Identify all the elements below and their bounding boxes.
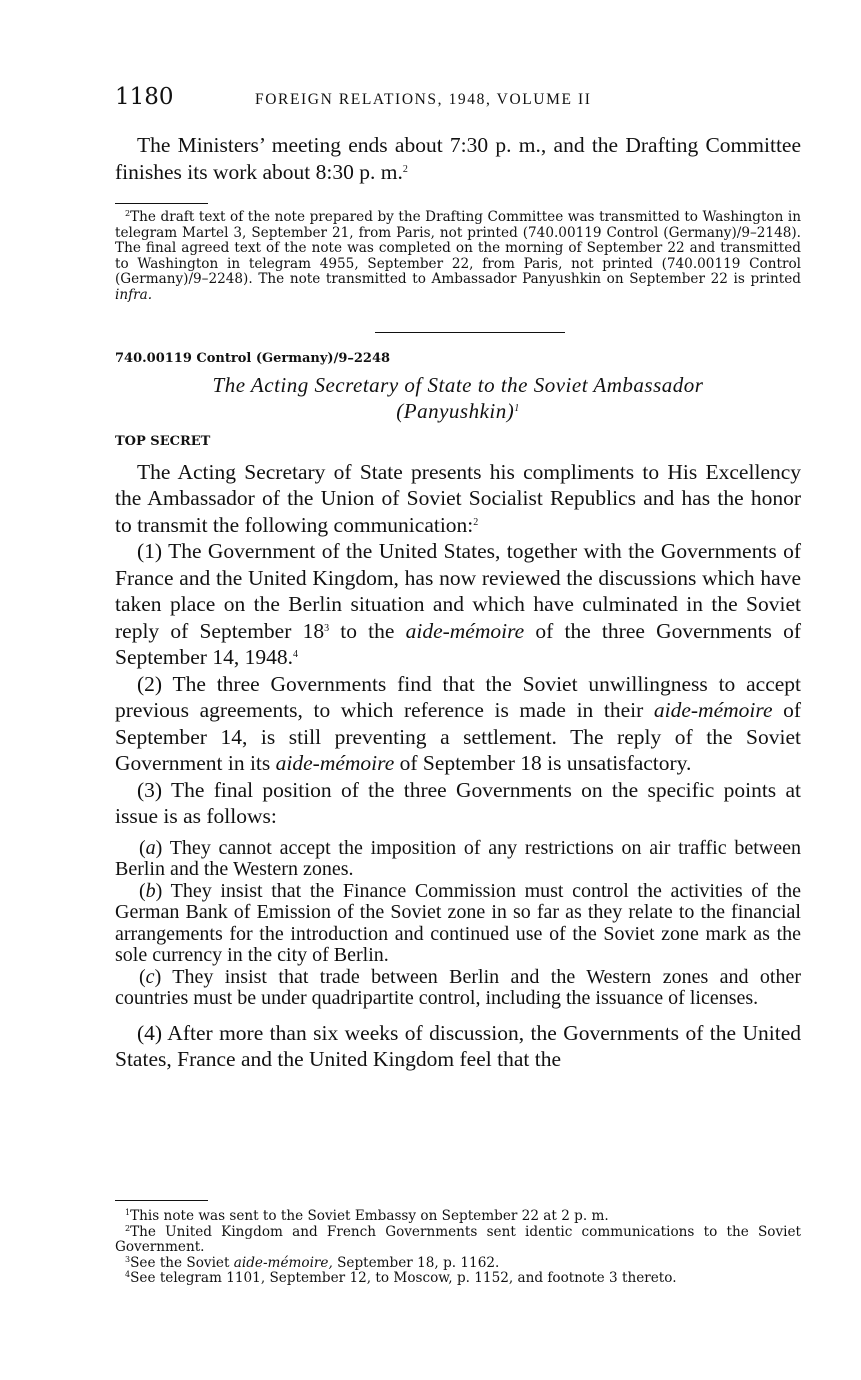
para2-text-b: of September 14, is still preventing a settlement. The reply of the Soviet Government in its [115, 698, 801, 776]
footnote-ref: 1 [514, 402, 520, 414]
point-text: They cannot accept the imposition of any restrictions on air traffic between Berlin and the Western zones. [115, 836, 801, 881]
carryover-paragraph [115, 132, 801, 185]
points-list [115, 838, 801, 1010]
running-head [115, 84, 801, 116]
footnote-3 [115, 1256, 801, 1272]
point-label: b [145, 879, 156, 902]
para1-italic: aide-mémoire [405, 618, 525, 643]
footnote-rule [115, 203, 208, 204]
point-label: c [145, 965, 155, 988]
point-label: a [145, 836, 156, 859]
footnote-mark: 2 [125, 1223, 131, 1233]
intro-text: The Acting Secretary of State presents his compliments to His Excellency the Ambassador of the Union of Soviet Socialist Republics and has the honor to transmit the following communication: [115, 459, 801, 537]
para2-italic-b: aide-mémoire [275, 751, 395, 776]
footnote-ref: 3 [324, 622, 330, 634]
para1-text-c: of the three Governments of September 14, 1948. [115, 618, 802, 670]
page-content [115, 84, 801, 1073]
list-item: (a) They cannot accept the imposition of any restrictions on air traffic between Berlin and the Western zones. [115, 836, 801, 881]
footnote-italic: infra. [115, 286, 153, 303]
document-title-line1: The Acting Secretary of State to the Soviet Ambassador [212, 372, 704, 397]
bottom-footnotes [115, 1200, 801, 1287]
page-number: 1180 [115, 84, 174, 110]
footnote-mark: 3 [125, 1254, 131, 1264]
footnote-text: This note was sent to the Soviet Embassy on September 22 at 2 p. m. [130, 1208, 609, 1224]
footnote-mark: 1 [125, 1208, 131, 1217]
point-text: They insist that the Finance Commission must control the activities of the German Bank of Emission of the Soviet zone in so far as they relate to the financial arrangements for the introduction and continued use of the Soviet zone mark as the sole currency in the city of Berlin. [115, 879, 801, 967]
classification-label: TOP SECRET [115, 433, 211, 449]
paragraph-2 [115, 671, 801, 777]
document-title-line2-wrap [115, 398, 801, 424]
footnote-ref: 2 [473, 516, 479, 528]
para2-italic-a: aide-mémoire [653, 698, 773, 723]
para1-text-a: (1) The Government of the United States, together with the Governments of France and the United Kingdom, has now reviewed the discussions which have taken place on the Berlin situation and which have culminated in the Soviet reply of September 18 [115, 539, 801, 643]
paragraph-3: (3) The final position of the three Governments on the specific points at issue is as follows: [115, 777, 801, 829]
footnote-italic: aide-mémoire, [233, 1254, 333, 1271]
footnote-ref: 2 [402, 163, 408, 175]
footnote-mark: 2 [125, 209, 131, 218]
file-reference: 740.00119 Control (Germany)/9–2248 [115, 350, 391, 366]
footnote-ref: 4 [292, 649, 298, 661]
document-title [115, 372, 801, 424]
footnote-text: The draft text of the note prepared by the Drafting Committee was transmitted to Washington in telegram Martel 3, September 21, from Paris, not printed (740.00119 Control (Germany)/9–2148). The final agreed text of the note was completed on the morning of September 22 and transmitted to Washington in telegram 4955, September 22, from Paris, not printed (740.00119 Control (Germany)/9–2248). The note transmitted to Ambassador Panyushkin on September 22 is printed [115, 209, 801, 288]
footnote-text: See telegram 1101, September 12, to Moscow, p. 1152, and footnote 3 thereto. [130, 1270, 677, 1287]
footnote-text: The United Kingdom and French Governments sent identic communications to the Soviet Government. [115, 1223, 801, 1256]
footnote-4 [115, 1271, 801, 1287]
top-footnote [115, 210, 801, 304]
paragraph-4: (4) After more than six weeks of discussion, the Governments of the United States, France and the United Kingdom feel that the [115, 1020, 801, 1072]
list-item: (b) They insist that the Finance Commission must control the activities of the German Bank of Emission of the Soviet zone in so far as they relate to the financial arrangements for the introduction and continued use of the Soviet zone mark as the sole currency in the city of Berlin. [115, 879, 801, 967]
list-item: (c) They insist that trade between Berlin and the Western zones and other countries must be under quadripartite control, including the issuance of licenses. [115, 965, 801, 1010]
footnote-text-end: September 18, p. 1162. [332, 1254, 500, 1271]
footnote-mark: 4 [125, 1270, 131, 1280]
para1-text-b: to the [329, 618, 406, 643]
running-title: FOREIGN RELATIONS, 1948, VOLUME II [255, 91, 592, 108]
point-text: They insist that trade between Berlin and the Western zones and other countries must be under quadripartite control, including the issuance of licenses. [115, 965, 801, 1010]
paragraph-1 [115, 538, 801, 671]
footnote-2 [115, 1225, 801, 1256]
intro-paragraph [115, 459, 801, 539]
footnote-text: See the Soviet [130, 1254, 234, 1271]
para2-text-a: (2) The three Governments find that the Soviet unwillingness to accept previous agreements, to which reference is made in their [115, 671, 801, 723]
footnote-rule [115, 1200, 208, 1201]
footnote-1 [115, 1209, 801, 1225]
section-separator [375, 332, 565, 333]
document-title-line2: (Panyushkin) [396, 398, 515, 423]
carryover-text: The Ministers’ meeting ends about 7:30 p. m., and the Drafting Committee finishes its work about 8:30 p. m. [115, 133, 801, 184]
para2-text-c: of September 18 is unsatisfactory. [394, 751, 692, 776]
